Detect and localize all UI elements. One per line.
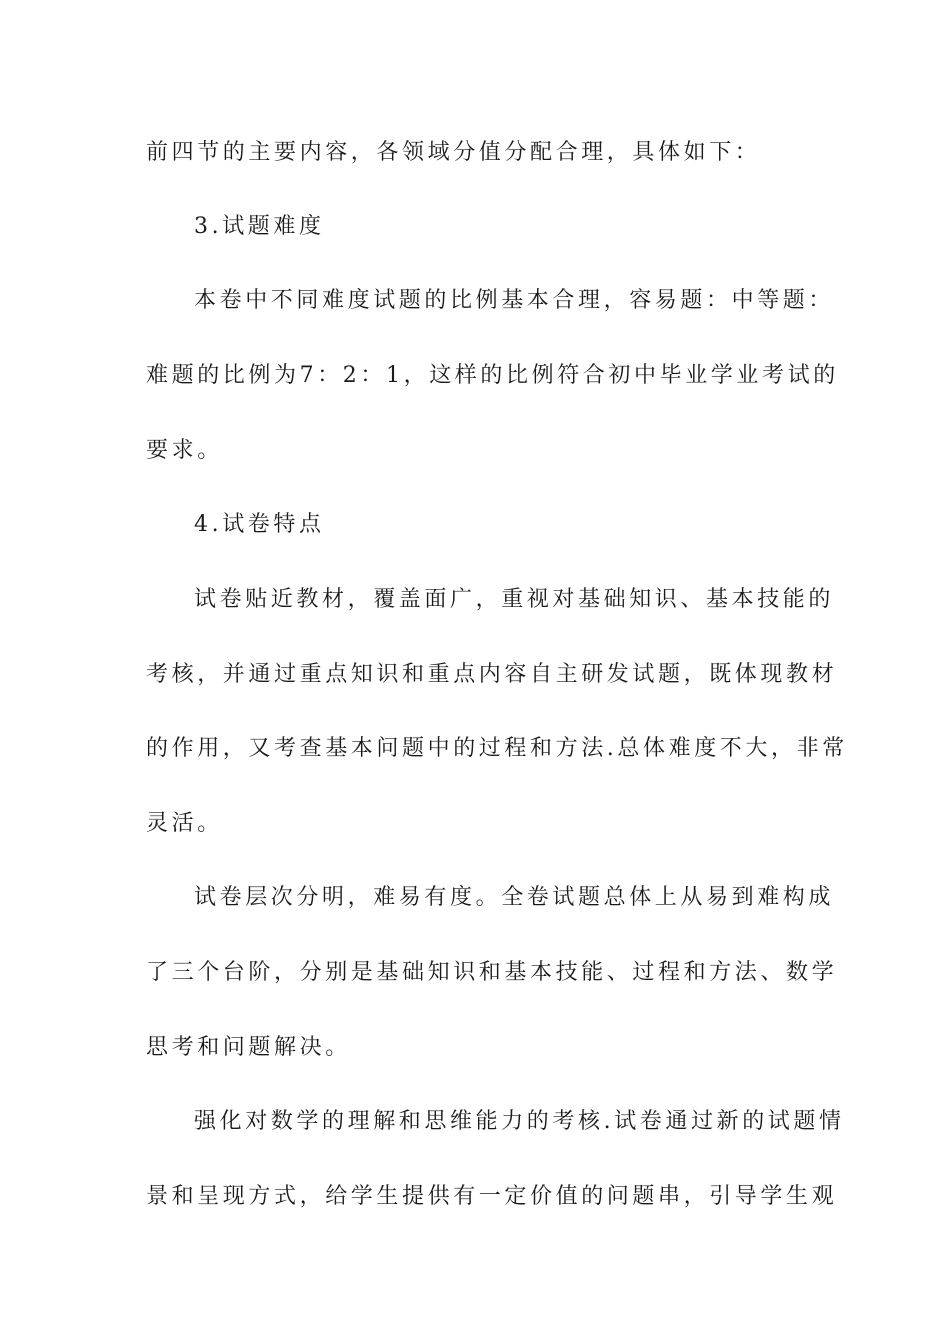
paragraph-line: 本卷中不同难度试题的比例基本合理，容易题：中等题： bbox=[194, 288, 835, 313]
section-heading-features: 4.试卷特点 bbox=[194, 512, 325, 537]
paragraph-line: 考核，并通过重点知识和重点内容自主研发试题，既体现教材 bbox=[146, 662, 838, 687]
paragraph-line: 思考和问题解决。 bbox=[146, 1035, 351, 1060]
paragraph-line: 试卷贴近教材，覆盖面广，重视对基础知识、基本技能的 bbox=[194, 587, 835, 612]
paragraph-line: 的作用，又考查基本问题中的过程和方法.总体难度不大，非常 bbox=[146, 736, 848, 761]
paragraph-line: 要求。 bbox=[146, 438, 223, 463]
paragraph-line: 景和呈现方式，给学生提供有一定价值的问题串，引导学生观 bbox=[146, 1184, 838, 1209]
paragraph-line: 强化对数学的理解和思维能力的考核.试卷通过新的试题情 bbox=[194, 1109, 845, 1134]
paragraph-line: 灵活。 bbox=[146, 811, 223, 836]
paragraph-line: 前四节的主要内容，各领域分值分配合理，具体如下： bbox=[146, 140, 761, 165]
paragraph-line: 试卷层次分明，难易有度。全卷试题总体上从易到难构成 bbox=[194, 885, 835, 910]
paragraph-line: 难题的比例为7：2：1，这样的比例符合初中毕业学业考试的 bbox=[146, 363, 839, 388]
paragraph-line: 了三个台阶，分别是基础知识和基本技能、过程和方法、数学 bbox=[146, 960, 838, 985]
section-heading-difficulty: 3.试题难度 bbox=[194, 214, 325, 239]
